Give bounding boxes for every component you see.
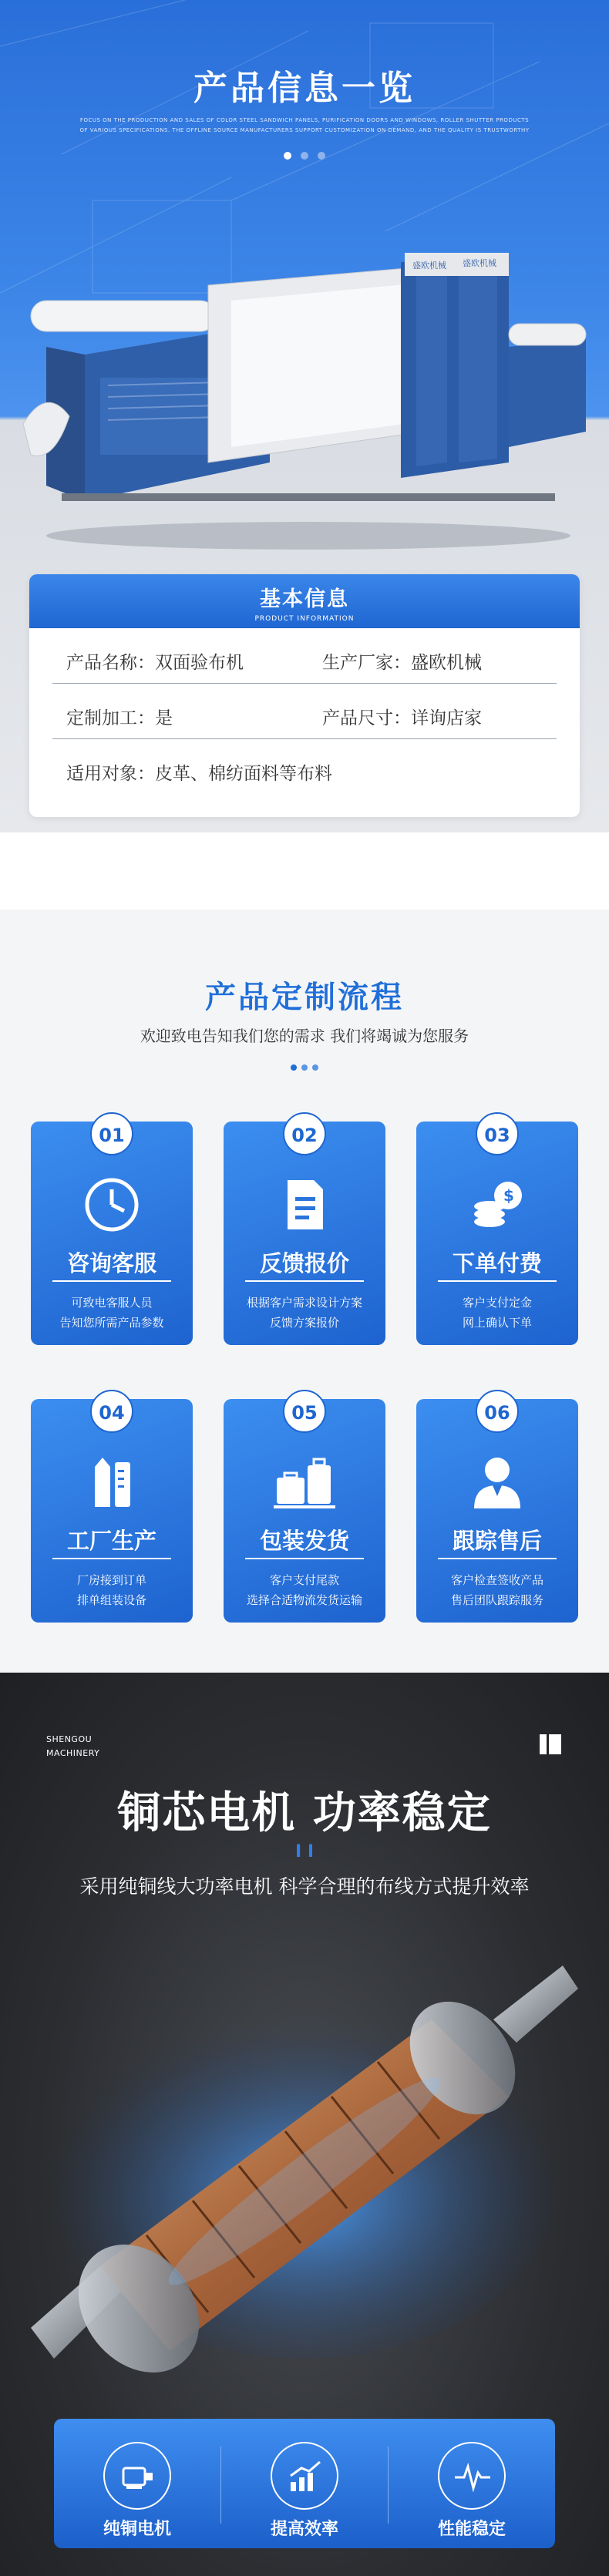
step-desc: [31, 1570, 193, 1610]
divider: [438, 1558, 557, 1559]
feature-efficiency: [221, 2419, 388, 2548]
divider: [438, 1280, 557, 1282]
feature-icon-circle: [438, 2442, 506, 2510]
process-title: 产品定制流程: [205, 980, 404, 1015]
divider: [245, 1558, 364, 1559]
step-desc-line: 客户支付定金: [462, 1296, 532, 1310]
step-number: 01: [90, 1112, 133, 1155]
step-desc-line: 客户支付尾款: [269, 1573, 339, 1587]
info-size: 产品尺寸：详询店家: [322, 708, 482, 728]
info-applicable: 适用对象：皮革、棉纺面料等布料: [66, 764, 332, 784]
luggage-icon: [274, 1451, 335, 1513]
step-desc-line: 反馈方案报价: [269, 1316, 339, 1330]
dot: [312, 1064, 318, 1071]
step-title: 工厂生产: [66, 1528, 156, 1554]
step-desc-line: 厂房接到订单: [76, 1573, 146, 1587]
growth-chart-icon: [286, 2457, 325, 2496]
step-title: 包装发货: [259, 1528, 349, 1554]
pulse-icon: [453, 2457, 492, 2496]
step-title: 跟踪售后: [452, 1528, 542, 1554]
step-card-payment: [416, 1122, 578, 1345]
brand-line: SHENGOU: [46, 1734, 93, 1744]
dot: [291, 1064, 297, 1071]
hero-title: 产品信息一览: [193, 69, 416, 108]
step-desc-line: 告知您所需产品参数: [59, 1316, 164, 1330]
step-desc: [31, 1293, 193, 1333]
feature-label: 性能稳定: [437, 2520, 506, 2539]
step-card-shipping: [224, 1399, 385, 1623]
step-desc-line: 客户检查签收产品: [450, 1573, 543, 1587]
motor-subtitle: 采用纯铜线大功率电机 科学合理的布线方式提升效率: [79, 1875, 530, 1898]
step-desc: [416, 1293, 578, 1333]
motor-features-bar: [54, 2419, 555, 2548]
step-title: 下单付费: [452, 1250, 542, 1276]
step-desc-line: 排单组装设备: [76, 1593, 146, 1607]
basic-info-card: [29, 574, 580, 817]
basic-info-header: [29, 574, 580, 628]
info-row: [52, 739, 557, 795]
process-subtitle: 欢迎致电告知我们您的需求 我们将竭诚为您服务: [140, 1027, 469, 1045]
info-customization: 定制加工：是: [66, 708, 173, 728]
coins-icon: [466, 1174, 528, 1236]
step-number: 05: [283, 1390, 326, 1433]
carousel-dot[interactable]: [318, 152, 325, 160]
step-title: 反馈报价: [259, 1250, 349, 1276]
carousel-dot[interactable]: [301, 152, 308, 160]
feature-label: 纯铜电机: [103, 2520, 171, 2539]
dot: [301, 1064, 308, 1071]
hero-banner: [0, 0, 609, 832]
step-card-after-sales: [416, 1399, 578, 1623]
motor-icon: [119, 2457, 157, 2496]
brand-line: MACHINERY: [46, 1748, 100, 1758]
basic-info-subtitle: PRODUCT INFORMATION: [254, 615, 355, 623]
step-card-quote: [224, 1122, 385, 1345]
document-icon: [274, 1174, 335, 1236]
hero-tagline: FOCUS ON THE PRODUCTION AND SALES OF COLOR STEEL SANDWICH PANELS, PURIFICATION DOORS AND WINDOWS, ROLLER SHUTTER PRODUCTS OF VARIOUS SPECIFICATIONS. THE OFFLINE SOURCE MANUFACTURERS SUPPORT CUSTOMIZATION ON DEMAND, AND THE QUALITY IS TRUSTWORTHY: [79, 117, 530, 133]
step-desc-line: 可致电客服人员: [71, 1296, 153, 1310]
feature-pure-copper: [54, 2419, 220, 2548]
motor-title-mark: I I: [294, 1842, 315, 1861]
info-product-name: 产品名称：双面验布机: [66, 653, 244, 673]
step-card-production: [31, 1399, 193, 1623]
step-number: 03: [476, 1112, 519, 1155]
fabric-inspection-machine-image: [15, 231, 601, 555]
clock-icon: [81, 1174, 143, 1236]
carousel-dot[interactable]: [284, 152, 291, 160]
info-row: [52, 628, 557, 684]
step-card-consult: [31, 1122, 193, 1345]
feature-icon-circle: [103, 2442, 171, 2510]
machine-label: 盛欧机械: [463, 258, 496, 268]
info-row: [52, 684, 557, 739]
basic-info-title: 基本信息: [260, 587, 349, 611]
feature-stable: [389, 2419, 555, 2548]
step-number: 04: [90, 1390, 133, 1433]
divider: [245, 1280, 364, 1282]
step-desc-line: 售后团队跟踪服务: [450, 1593, 543, 1607]
step-desc-line: 选择合适物流发货运输: [246, 1593, 362, 1607]
step-desc: [224, 1570, 385, 1610]
step-desc-line: 网上确认下单: [462, 1316, 532, 1330]
motor-rotor-image: [31, 1927, 578, 2389]
motor-title: 铜芯电机 功率稳定: [117, 1788, 492, 1838]
step-number: 06: [476, 1390, 519, 1433]
info-manufacturer: 生产厂家：盛欧机械: [322, 653, 482, 673]
carousel-dots[interactable]: [0, 148, 609, 163]
feature-label: 提高效率: [270, 2520, 338, 2539]
brand-logo-icon: [540, 1734, 561, 1754]
process-dots: [0, 1059, 609, 1074]
divider: [52, 1280, 171, 1282]
step-desc: [224, 1293, 385, 1333]
svg-text:$: $: [503, 1186, 514, 1205]
brand-mark: [46, 1733, 99, 1760]
copper-motor-section: [0, 1673, 609, 2576]
step-number: 02: [283, 1112, 326, 1155]
feature-icon-circle: [271, 2442, 338, 2510]
person-icon: [466, 1451, 528, 1513]
step-desc-line: 根据客户需求设计方案: [246, 1296, 362, 1310]
customization-process-section: [0, 910, 609, 1673]
divider: [52, 1558, 171, 1559]
step-title: 咨询客服: [66, 1250, 156, 1276]
machine-label: 盛欧机械: [412, 261, 446, 271]
tools-icon: [81, 1451, 143, 1513]
step-desc: [416, 1570, 578, 1610]
